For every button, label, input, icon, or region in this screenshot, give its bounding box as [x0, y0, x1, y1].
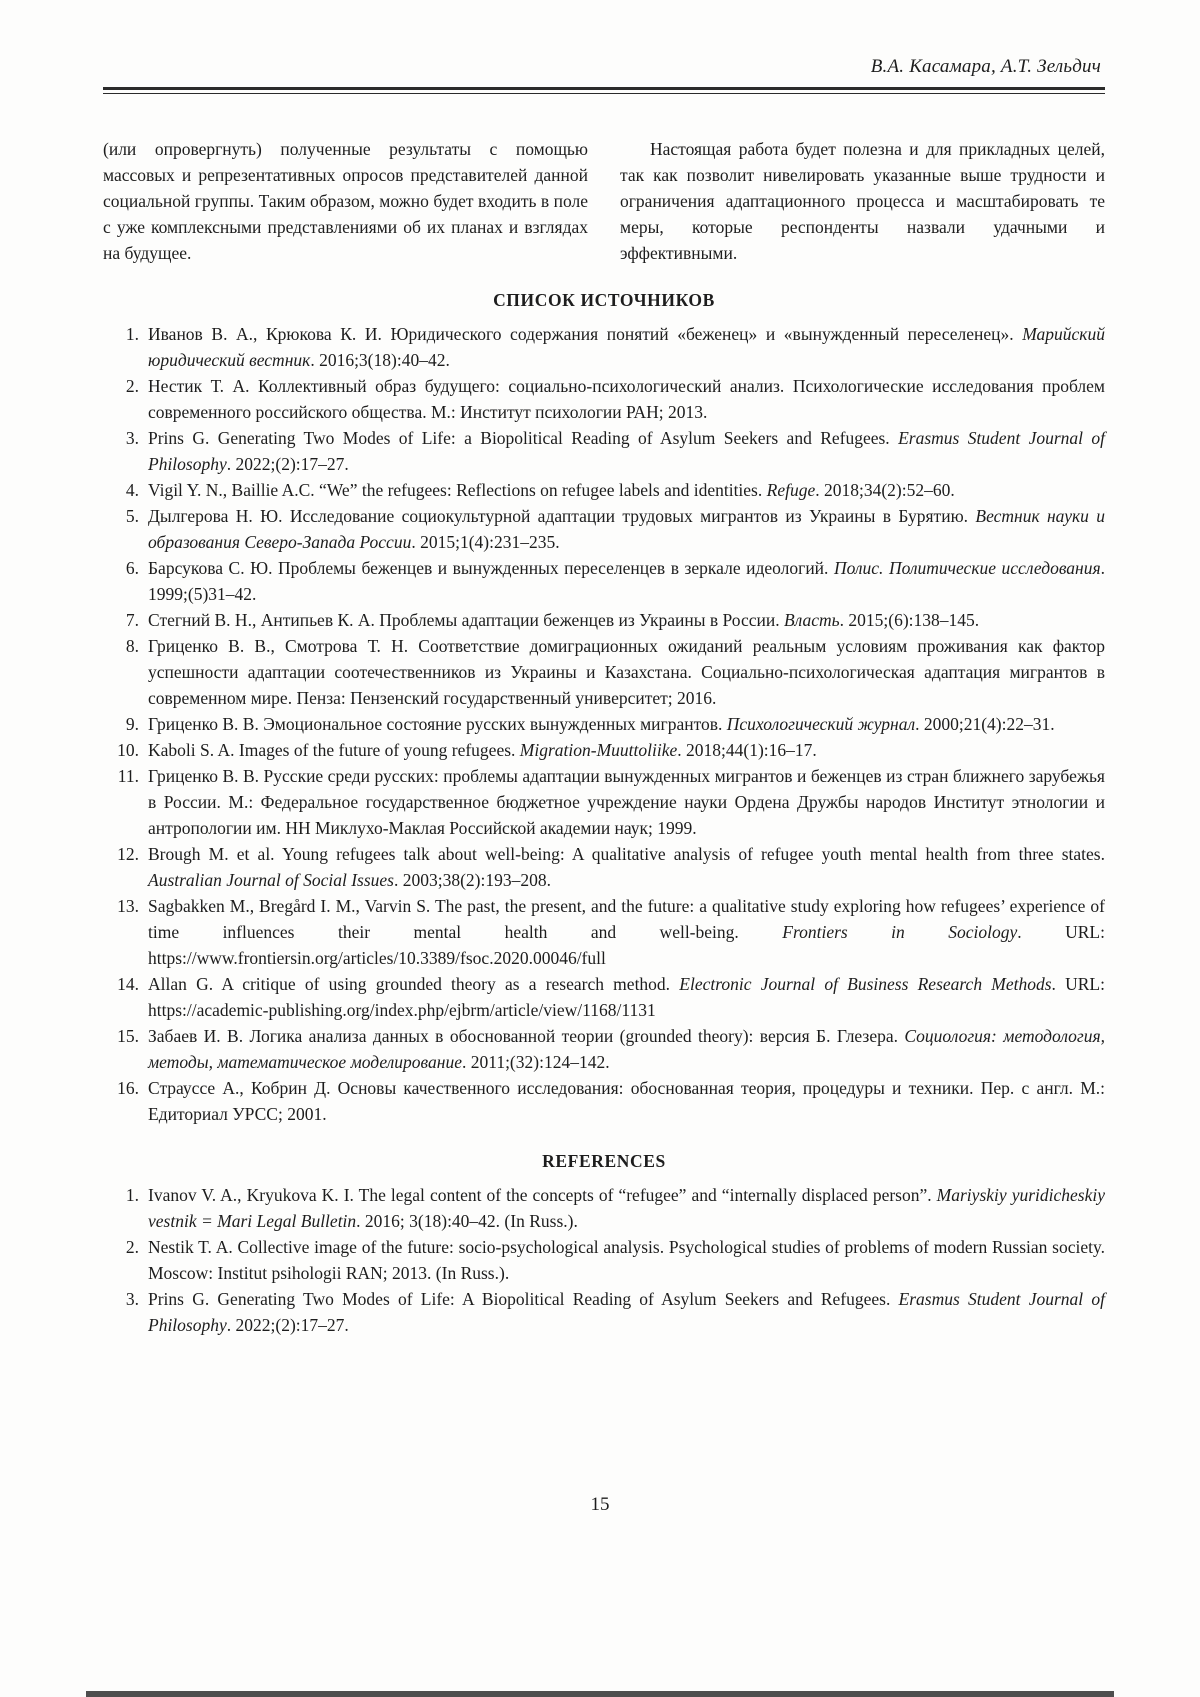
reference-item: [103, 1286, 1105, 1338]
reference-text: Vigil Y. N., Baillie A.C. “We” the refugees: Reflections on refugee labels and identities. Refuge. 2018;34(2):52–60.: [148, 480, 955, 500]
reference-item: [103, 373, 1105, 425]
reference-text: Барсукова С. Ю. Проблемы беженцев и вынужденных переселенцев в зеркале идеологий. Полис. Политические исследования. 1999;(5)31–42.: [148, 558, 1105, 604]
references-section: [103, 1151, 1105, 1338]
reference-number: 11.: [117, 766, 139, 786]
page-bottom-edge: [86, 1691, 1114, 1697]
running-head-authors: В.А. Касамара, А.Т. Зельдич: [870, 56, 1101, 77]
reference-item: [103, 477, 1105, 503]
reference-item: [103, 607, 1105, 633]
reference-number: 2.: [125, 1237, 139, 1257]
reference-number: 3.: [125, 428, 139, 448]
reference-text: Гриценко В. В. Эмоциональное состояние русских вынужденных мигрантов. Психологический журнал. 2000;21(4):22–31.: [148, 714, 1055, 734]
reference-text: Иванов В. А., Крюкова К. И. Юридического содержания понятий «беженец» и «вынужденный переселенец». Марийский юридический вестник. 2016;3(18):40–42.: [148, 324, 1105, 370]
reference-text: Kaboli S. A. Images of the future of young refugees. Migration-Muuttoliike. 2018;44(1):16–17.: [148, 740, 817, 760]
sources-section-title: СПИСОК ИСТОЧНИКОВ: [493, 290, 715, 310]
reference-item: [103, 1234, 1105, 1286]
reference-text: Гриценко В. В., Смотрова Т. Н. Соответствие домиграционных ожиданий реальным условиям проживания как фактор успешности адаптации соотечественников из Украины и Казахстана. Социально-психологическая адаптация мигрантов в современном мире. Пенза: Пензенский государственный университет; 2016.: [148, 636, 1105, 708]
reference-number: 8.: [125, 636, 139, 656]
intro-left-column: [103, 136, 588, 266]
page-number: 15: [590, 1494, 610, 1515]
reference-number: 6.: [125, 558, 139, 578]
intro-two-columns: [103, 136, 1105, 266]
reference-text: Nestik T. A. Collective image of the future: socio-psychological analysis. Psychological studies of problems of modern Russian society. Moscow: Institut psihologii RAN; 2013. (In Russ.).: [148, 1237, 1105, 1283]
reference-text: Brough M. et al. Young refugees talk about well-being: A qualitative analysis of refugee youth mental health from three states. Australian Journal of Social Issues. 2003;38(2):193–208.: [148, 844, 1105, 890]
intro-right-column: [620, 136, 1105, 266]
reference-number: 5.: [125, 506, 139, 526]
reference-item: [103, 841, 1105, 893]
sources-list: [103, 321, 1105, 1127]
reference-number: 1.: [125, 1185, 139, 1205]
reference-item: [103, 633, 1105, 711]
references-list: [103, 1182, 1105, 1338]
reference-item: [103, 711, 1105, 737]
intro-left-paragraph: (или опровергнуть) полученные результаты с помощью массовых и репрезентативных опросов представителей данной социальной группы. Таким образом, можно будет входить в поле с уже комплексными представлениями об их планах и взглядах на будущее.: [103, 139, 588, 263]
reference-text: Забаев И. В. Логика анализа данных в обоснованной теории (grounded theory): версия Б. Глезера. Социология: методология, методы, математическое моделирование. 2011;(32):124–142.: [148, 1026, 1105, 1072]
reference-number: 1.: [125, 324, 139, 344]
reference-item: [103, 763, 1105, 841]
reference-number: 10.: [117, 740, 139, 760]
reference-item: [103, 425, 1105, 477]
sources-section: [103, 290, 1105, 1127]
reference-item: [103, 1075, 1105, 1127]
reference-number: 9.: [125, 714, 139, 734]
reference-item: [103, 1182, 1105, 1234]
reference-number: 4.: [125, 480, 139, 500]
reference-number: 15.: [117, 1026, 139, 1046]
reference-number: 7.: [125, 610, 139, 630]
reference-item: [103, 321, 1105, 373]
reference-number: 13.: [117, 896, 139, 916]
reference-number: 16.: [117, 1078, 139, 1098]
reference-number: 3.: [125, 1289, 139, 1309]
reference-number: 14.: [117, 974, 139, 994]
reference-text: Prins G. Generating Two Modes of Life: A Biopolitical Reading of Asylum Seekers and Refugees. Erasmus Student Journal of Philosophy. 2022;(2):17–27.: [148, 1289, 1105, 1335]
reference-item: [103, 503, 1105, 555]
intro-right-paragraph: Настоящая работа будет полезна и для прикладных целей, так как позволит нивелировать указанные выше трудности и ограничения адаптационного процесса и масштабировать те меры, которые респонденты назвали удачными и эффективными.: [620, 139, 1105, 263]
reference-text: Гриценко В. В. Русские среди русских: проблемы адаптации вынужденных мигрантов и беженцев из стран ближнего зарубежья в России. М.: Федеральное государственное бюджетное учреждение науки Ордена Дружбы народов Институт этнологии и антропологии им. НН Миклухо-Маклая Российской академии наук; 1999.: [148, 766, 1105, 838]
references-section-title: REFERENCES: [542, 1151, 666, 1171]
reference-item: [103, 971, 1105, 1023]
reference-text: Ivanov V. A., Kryukova K. I. The legal content of the concepts of “refugee” and “internally displaced person”. Mariyskiy yuridicheskiy vestnik = Mari Legal Bulletin. 2016; 3(18):40–42. (In Russ.).: [148, 1185, 1105, 1231]
reference-number: 12.: [117, 844, 139, 864]
reference-item: [103, 737, 1105, 763]
reference-text: Страуссе А., Кобрин Д. Основы качественного исследования: обоснованная теория, процедуры и техники. Пер. с англ. М.: Едиториал УРСС; 2001.: [148, 1078, 1105, 1124]
reference-item: [103, 1023, 1105, 1075]
reference-item: [103, 893, 1105, 971]
reference-number: 2.: [125, 376, 139, 396]
reference-text: Allan G. A critique of using grounded theory as a research method. Electronic Journal of Business Research Methods. URL: https://academic-publishing.org/index.php/ejbrm/article/view/1168/1131: [148, 974, 1105, 1020]
reference-text: Нестик Т. А. Коллективный образ будущего: социально-психологический анализ. Психологические исследования проблем современного российского общества. М.: Институт психологии РАН; 2013.: [148, 376, 1105, 422]
reference-text: Дылгерова Н. Ю. Исследование социокультурной адаптации трудовых мигрантов из Украины в Бурятию. Вестник науки и образования Северо-Запада России. 2015;1(4):231–235.: [148, 506, 1106, 552]
reference-text: Sagbakken M., Bregård I. M., Varvin S. The past, the present, and the future: a qualitative study exploring how refugees’ experience of time influences their mental health and well-being. Frontiers in Sociology. URL: https://www.frontiersin.org/articles/10.3389/fsoc.2020.00046/full: [148, 896, 1105, 968]
reference-text: Prins G. Generating Two Modes of Life: a Biopolitical Reading of Asylum Seekers and Refugees. Erasmus Student Journal of Philosophy. 2022;(2):17–27.: [148, 428, 1105, 474]
reference-text: Стегний В. Н., Антипьев К. А. Проблемы адаптации беженцев из Украины в России. Власть. 2015;(6):138–145.: [148, 610, 980, 630]
header-double-rule: [103, 87, 1105, 94]
reference-item: [103, 555, 1105, 607]
